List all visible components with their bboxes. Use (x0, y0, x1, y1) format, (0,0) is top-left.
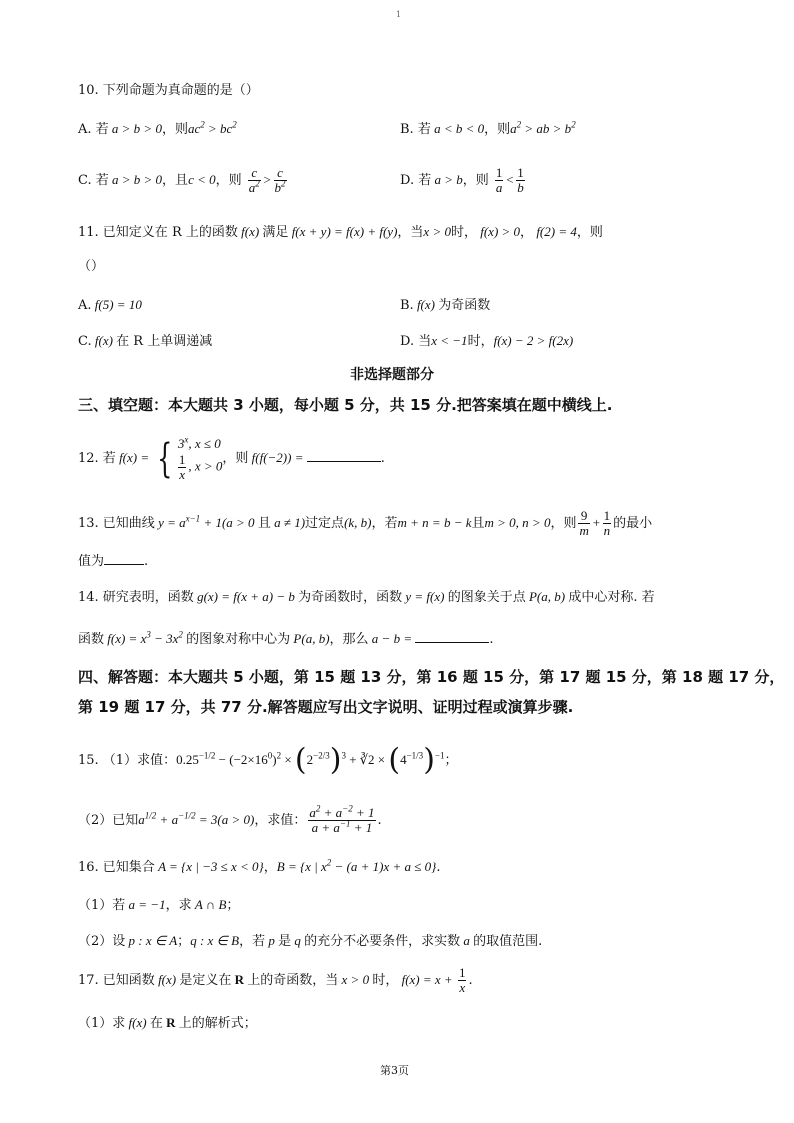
q11-option-b: B. f(x) 为奇函数 (400, 297, 491, 313)
section4-title-line2: 第 19 题 17 分，共 77 分.解答题应写出文字说明、证明过程或演算步骤. (78, 698, 574, 716)
q10-option-a: A. 若 a > b > 0，则$ac^2 > bc^2$ (78, 119, 237, 137)
q17-part1: （1）求 f(x) 在 R 上的解析式； (78, 1015, 257, 1031)
q10-option-b: B. 若 a < b < 0，则$a^2$ > ab > $b^2$ (400, 119, 576, 137)
q16-part1: （1）若 a = −1，求 A ∩ B； (78, 897, 240, 913)
q13-line1: 13. 已知曲线 $y = a^{x-1} + 1(a > 0$ 且 a ≠ 1)过定点(k, b)，若m + n = b − k且m > 0, n > 0，则 $\frac{9}{m}$ + $\frac{1}{n}$ 的最小 (78, 508, 653, 538)
page-number: 第3页 (380, 1064, 409, 1077)
q12: 12. 若 f(x) = { 3$^x$, x ≤ 0 $\frac{1}{x}$ , x > 0，则 f(f(−2)) = . (78, 434, 385, 482)
q11-option-d: D. 当x < −1时，f(x) − 2 > f(2x) (400, 333, 574, 349)
q16-stem: 16. 已知集合 A = {x | −3 ≤ x < 0}，B = {x | $x^2 - (a + 1)x + a \le 0$}. (78, 857, 441, 875)
q15-part1: 15. （1）求值：$0.25^{-1/2} - (-2\times 16^0)^2 \times (2^{-2/3})^3$ + ∛2 × $(4^{-1/3})^{-1}$； (78, 742, 458, 778)
q14-line2: 函数 $f(x) = x^3 - 3x^2$ 的图象对称中心为 P(a, b)，那么 a − b = . (78, 629, 494, 647)
q11-stem: 11. 已知定义在 R 上的函数 f(x) 满足 f(x + y) = f(x) + f(y)，当x > 0时， f(x) > 0， f(2) = 4，则 (78, 224, 603, 240)
q10-option-d: D. 若 a > b，则 $\frac{1}{a}$ < $\frac{1}{b}$ (400, 165, 524, 195)
q17-stem: 17. 已知函数 f(x) 是定义在 R 上的奇函数，当 x > 0 时， f(x) = x + $\frac{1}{x}$ . (78, 965, 473, 995)
q15-part2: （2）已知$a^{1/2} + a^{-1/2} = 3(a > 0)$，求值： $\frac{a^2 + a^{-2} + 1}{a + a^{-1} + 1}$ . (78, 803, 382, 835)
q14-line1: 14. 研究表明，函数 g(x) = f(x + a) − b 为奇函数时，函数 y = f(x) 的图象关于点 P(a, b) 成中心对称. 若 (78, 589, 655, 605)
q13-line2: 值为 . (78, 554, 149, 569)
q10-option-c: C. 若 a > b > 0，且c < 0，则 $\frac{c}{a^2}$ > $\frac{c}{b^2}$ (78, 165, 286, 195)
q11-option-a: A. f(5) = 10 (78, 297, 142, 313)
q16-part2: （2）设 p : x ∈ A；q : x ∈ B，若 p 是 q 的充分不必要条件，求实数 a 的取值范围. (78, 933, 543, 949)
section3-title: 三、填空题：本大题共 3 小题，每小题 5 分，共 15 分.把答案填在题中横线上. (78, 396, 613, 414)
q11-paren: （） (78, 259, 105, 274)
section4-title-line1: 四、解答题：本大题共 5 小题，第 15 题 13 分，第 16 题 15 分，第 17 题 15 分，第 18 题 17 分， (78, 668, 785, 686)
q11-option-c: C. f(x) 在 R 上单调递减 (78, 333, 213, 349)
header-mark: 1 (396, 10, 402, 19)
q10-stem: 10. 下列命题为真命题的是（） (78, 83, 259, 98)
section-nonchoice-title: 非选择题部分 (350, 367, 434, 383)
